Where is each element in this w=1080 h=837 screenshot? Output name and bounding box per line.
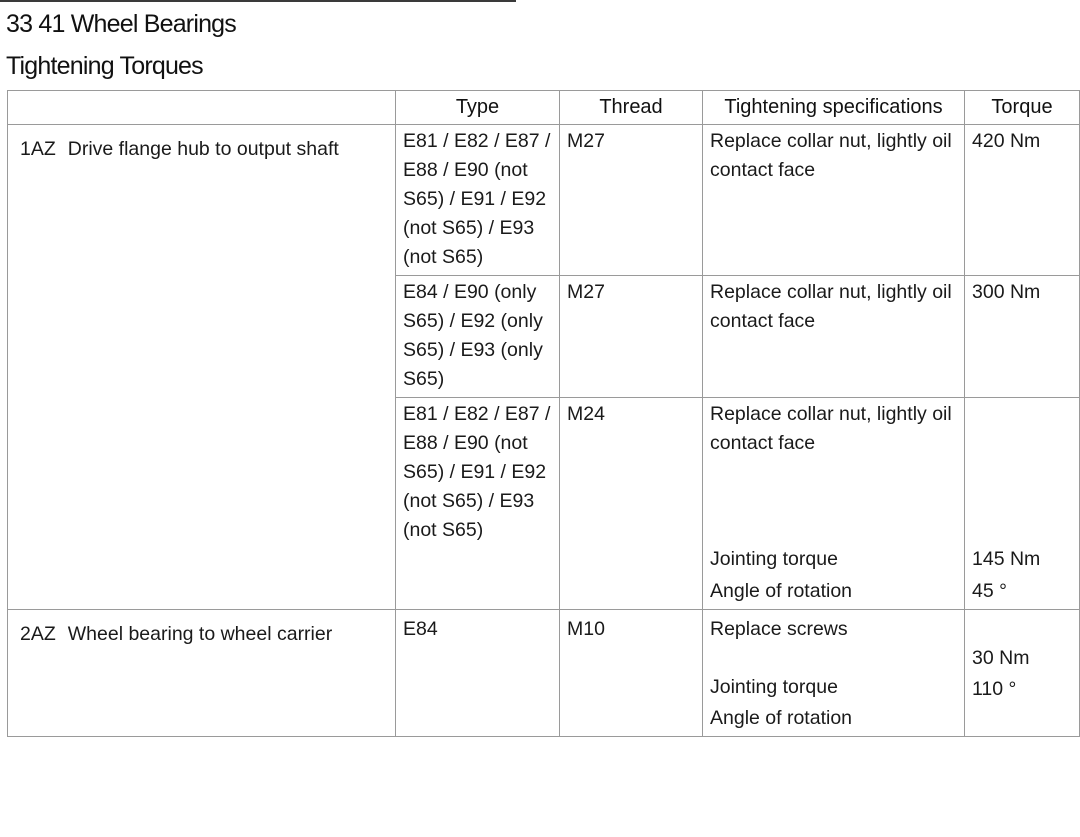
- thread-cell: [560, 610, 703, 737]
- item-code: 2AZ: [20, 623, 56, 645]
- torque-table: [7, 90, 1080, 737]
- table-header-row: [8, 91, 1080, 125]
- spec-cell: [703, 610, 965, 737]
- type-cell: [396, 276, 560, 398]
- step-value: 110 °: [972, 678, 1017, 700]
- step-value: 145 Nm: [972, 548, 1041, 570]
- step-label: Jointing torque: [710, 676, 838, 698]
- type-cell: [396, 610, 560, 737]
- table-row: [8, 610, 1080, 737]
- spec-cell: [703, 276, 965, 398]
- column-header-type: Type: [396, 91, 560, 125]
- type-cell: [396, 125, 560, 276]
- item-cell-1az: [8, 125, 396, 610]
- page-title: 33 41 Wheel Bearings: [6, 10, 236, 38]
- step-value: 30 Nm: [972, 647, 1030, 669]
- type-cell: [396, 398, 560, 610]
- thread-cell: [560, 125, 703, 276]
- spec-value: Replace collar nut, lightly oil contact face: [710, 281, 952, 332]
- torque-cell: [965, 276, 1080, 398]
- spec-cell: [703, 125, 965, 276]
- step-label: Angle of rotation: [710, 580, 853, 602]
- torque-value: 420 Nm: [972, 130, 1041, 152]
- type-value: E84: [403, 618, 438, 640]
- step-value: 45 °: [972, 580, 1007, 602]
- column-header-specifications: Tightening specifications: [703, 91, 965, 125]
- type-value: E81 / E82 / E87 / E88 / E90 (not S65) / E91 / E92 (not S65) / E93 (not S65): [403, 130, 551, 268]
- spec-value: Replace collar nut, lightly oil contact face: [710, 403, 952, 454]
- spec-value: Replace screws: [710, 618, 848, 640]
- spec-value: Replace collar nut, lightly oil contact face: [710, 130, 952, 181]
- spec-cell: [703, 398, 965, 610]
- thread-cell: [560, 398, 703, 610]
- step-label: Angle of rotation: [710, 707, 853, 729]
- item-cell-2az: [8, 610, 396, 737]
- column-header-item: [8, 91, 396, 125]
- page-subtitle: Tightening Torques: [6, 52, 203, 80]
- column-header-thread: Thread: [560, 91, 703, 125]
- thread-value: M24: [567, 403, 605, 425]
- step-label: Jointing torque: [710, 548, 838, 570]
- table-row: [8, 125, 1080, 276]
- type-value: E84 / E90 (only S65) / E92 (only S65) / E93 (only S65): [403, 281, 543, 390]
- type-value: E81 / E82 / E87 / E88 / E90 (not S65) / E91 / E92 (not S65) / E93 (not S65): [403, 403, 551, 541]
- thread-value: M27: [567, 281, 605, 303]
- item-description: Wheel bearing to wheel carrier: [67, 623, 333, 645]
- torque-cell: [965, 610, 1080, 737]
- thread-cell: [560, 276, 703, 398]
- column-header-torque: Torque: [965, 91, 1080, 125]
- thread-value: M10: [567, 618, 605, 640]
- item-code: 1AZ: [20, 138, 56, 160]
- thread-value: M27: [567, 130, 605, 152]
- header-rule: [0, 0, 516, 2]
- torque-cell: [965, 125, 1080, 276]
- torque-value: 300 Nm: [972, 281, 1041, 303]
- item-description: Drive flange hub to output shaft: [67, 138, 339, 160]
- torque-cell: [965, 398, 1080, 610]
